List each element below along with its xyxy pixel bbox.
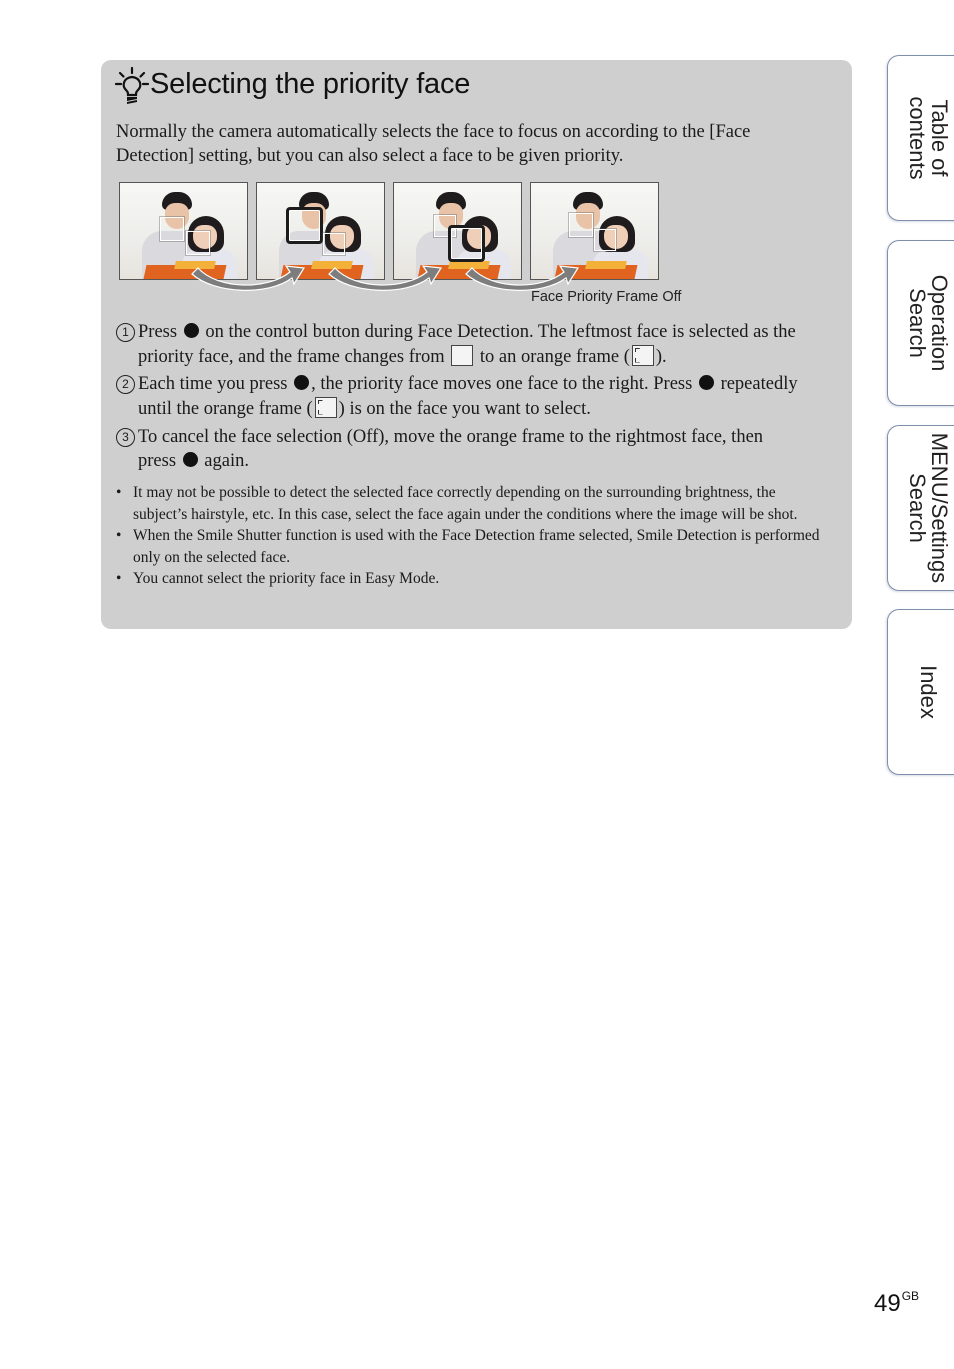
step-2: 2 Each time you press , the priority face moves one face to the right. Press repeatedly until the orange frame ( ) is on the face you want to select. bbox=[116, 373, 836, 421]
filled-circle-icon bbox=[699, 375, 714, 390]
filled-circle-icon bbox=[183, 452, 198, 467]
sequence-arrows bbox=[118, 182, 678, 292]
tip-title: Selecting the priority face bbox=[150, 68, 471, 100]
tab-index[interactable]: Index bbox=[887, 609, 954, 775]
notes-list bbox=[116, 482, 832, 590]
step-3: 3 To cancel the face selection (Off), move the orange frame to the rightmost face, then press again. bbox=[116, 426, 836, 473]
lightbulb-tip-icon bbox=[114, 66, 150, 106]
tab-menu-settings-search[interactable]: MENU/Settings Search bbox=[887, 425, 954, 591]
filled-circle-icon bbox=[294, 375, 309, 390]
arrow-shape bbox=[192, 266, 304, 290]
step-number: 1 bbox=[116, 323, 135, 342]
white-frame-icon bbox=[451, 345, 473, 366]
orange-frame-icon bbox=[315, 397, 337, 418]
filled-circle-icon bbox=[184, 323, 199, 338]
arrow-shape bbox=[329, 266, 441, 290]
page-number: $49^{GB}$ bbox=[874, 1289, 920, 1317]
step-1: 1 Press on the control button during Face Detection. The leftmost face is selected as the priority face, and the frame changes from to an orange frame ( ). bbox=[116, 321, 836, 369]
step-number: 3 bbox=[116, 428, 135, 447]
note-item: • When the Smile Shutter function is used with the Face Detection frame selected, Smile Detection is performed only on the selected face. bbox=[116, 525, 832, 568]
arrow-shape bbox=[466, 266, 578, 290]
intro-paragraph: Normally the camera automatically selects the face to focus on according to the [Face Detection] setting, but you can also select a face to be given priority. bbox=[116, 122, 751, 166]
tab-operation-search[interactable]: Operation Search bbox=[887, 240, 954, 406]
note-item: • It may not be possible to detect the selected face correctly depending on the surrounding brightness, the subject’s hairstyle, etc. In this case, select the face again under the conditions where the image will be shot. bbox=[116, 482, 832, 525]
photo-caption: Face Priority Frame Off bbox=[531, 289, 682, 305]
tab-table-of-contents[interactable]: Table of contents bbox=[887, 55, 954, 221]
step-number: 2 bbox=[116, 375, 135, 394]
orange-frame-icon bbox=[632, 345, 654, 366]
note-item: • You cannot select the priority face in Easy Mode. bbox=[116, 568, 832, 590]
face-selection-photo-sequence bbox=[118, 182, 678, 292]
